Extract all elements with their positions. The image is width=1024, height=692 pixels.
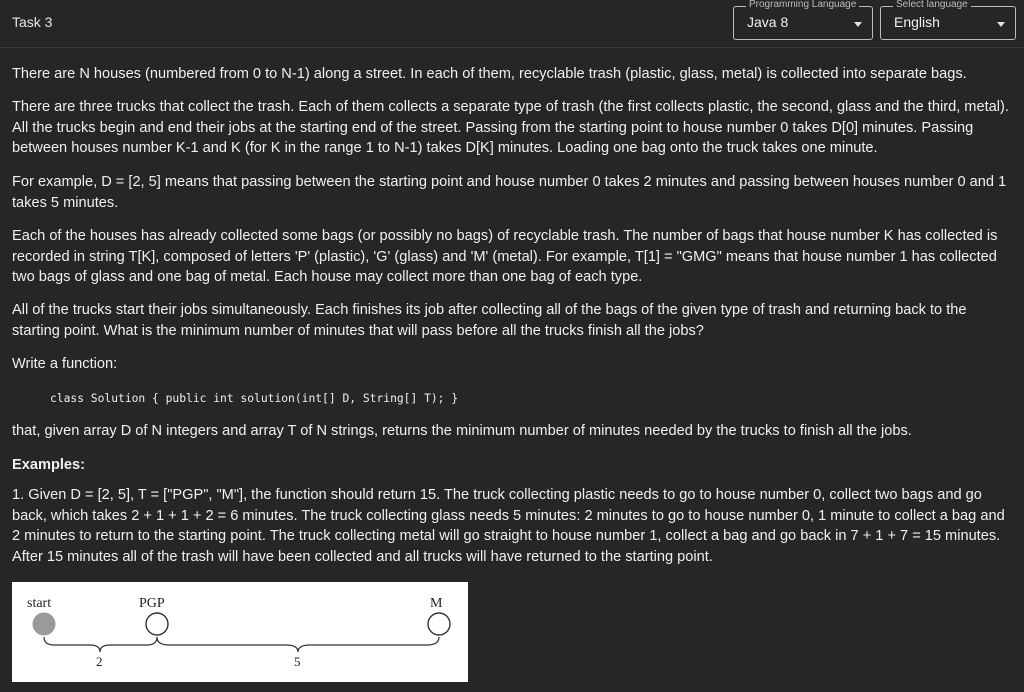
examples-heading: Examples: <box>12 457 86 473</box>
statement-paragraph: All of the trucks start their jobs simultaneously. Each finishes its job after collecting all of the bags of the given type of trash and returning back to the starting point. What is the minimum number of minutes that will pass before all the trucks finish all the jobs? <box>12 302 967 339</box>
statement-paragraph: There are three trucks that collect the trash. Each of them collects a separate type of trash (the first collects plastic, the second, glass and the third, metal). All the trucks begin and end their jobs at the starting end of the street. Passing from the starting point to house number 0 takes D[0] minutes. Passing between houses number K-1 and K (for K in the range 1 to N-1) takes D[K] minutes. Loading one bag onto the truck takes one minute. <box>12 99 1009 156</box>
chevron-down-icon <box>997 22 1005 27</box>
programming-language-legend: Programming Language <box>746 0 859 10</box>
statement-paragraph: that, given array D of N integers and array T of N strings, returns the minimum number of minutes needed by the trucks to finish all the jobs. <box>12 423 912 439</box>
function-signature: class Solution { public int solution(int[] D, String[] T); } <box>50 392 459 405</box>
top-bar <box>0 0 1024 48</box>
start-label: start <box>27 596 52 611</box>
statement-paragraph: Each of the houses has already collected some bags (or possibly no bags) of recyclable trash. The number of bags that house number K has collected is recorded in string T[K], composed of letters 'P' (plastic), 'G' (glass) and 'M' (metal). For example, T[1] = "GMG" means that house number 1 has collected two bags of glass and one bag of metal. Each house may collect more than one bag of each type. <box>12 228 998 285</box>
example-1: 1. Given D = [2, 5], T = ["PGP", "M"], the function should return 15. The truck collecting plastic needs to go to house number 0, collect two bags and go back, which takes 2 + 1 + 1 + 2 = 6 minutes. The truck collecting glass needs 5 minutes: 2 minutes to go to house number 0, 1 minute to collect a bag and 2 minutes to return to the starting point. The truck collecting metal will go straight to house number 1, collect a bag and go back in 7 + 1 + 7 = 15 minutes. After 15 minutes all of the trash will have been collected and all trucks will have returned to the starting point. <box>12 487 1005 565</box>
distance-d0-label: 2 <box>96 654 103 669</box>
language-select[interactable] <box>880 0 1016 40</box>
statement-paragraph: There are N houses (numbered from 0 to N-1) along a street. In each of them, recyclable trash (plastic, glass, metal) is collected into separate bags. <box>12 66 967 82</box>
statement-paragraph: For example, D = [2, 5] means that passing between the starting point and house number 0 takes 2 minutes and passing between houses number 0 and 1 takes 5 minutes. <box>12 174 1007 211</box>
distance-brace-1 <box>157 637 439 652</box>
example-diagram <box>12 582 468 682</box>
programming-language-value: Java 8 <box>747 14 789 30</box>
task-title: Task 3 <box>12 14 53 30</box>
house-1-label: M <box>430 596 443 611</box>
distance-d1-label: 5 <box>294 654 301 669</box>
programming-language-select[interactable] <box>733 0 873 40</box>
distance-brace-0 <box>44 637 157 652</box>
house-1-node <box>428 613 450 635</box>
language-value: English <box>894 14 940 30</box>
language-legend: Select language <box>893 0 971 10</box>
start-point-node <box>33 613 55 635</box>
house-0-node <box>146 613 168 635</box>
statement-paragraph: Write a function: <box>12 356 118 372</box>
chevron-down-icon <box>854 22 862 27</box>
house-0-label: PGP <box>139 596 165 611</box>
